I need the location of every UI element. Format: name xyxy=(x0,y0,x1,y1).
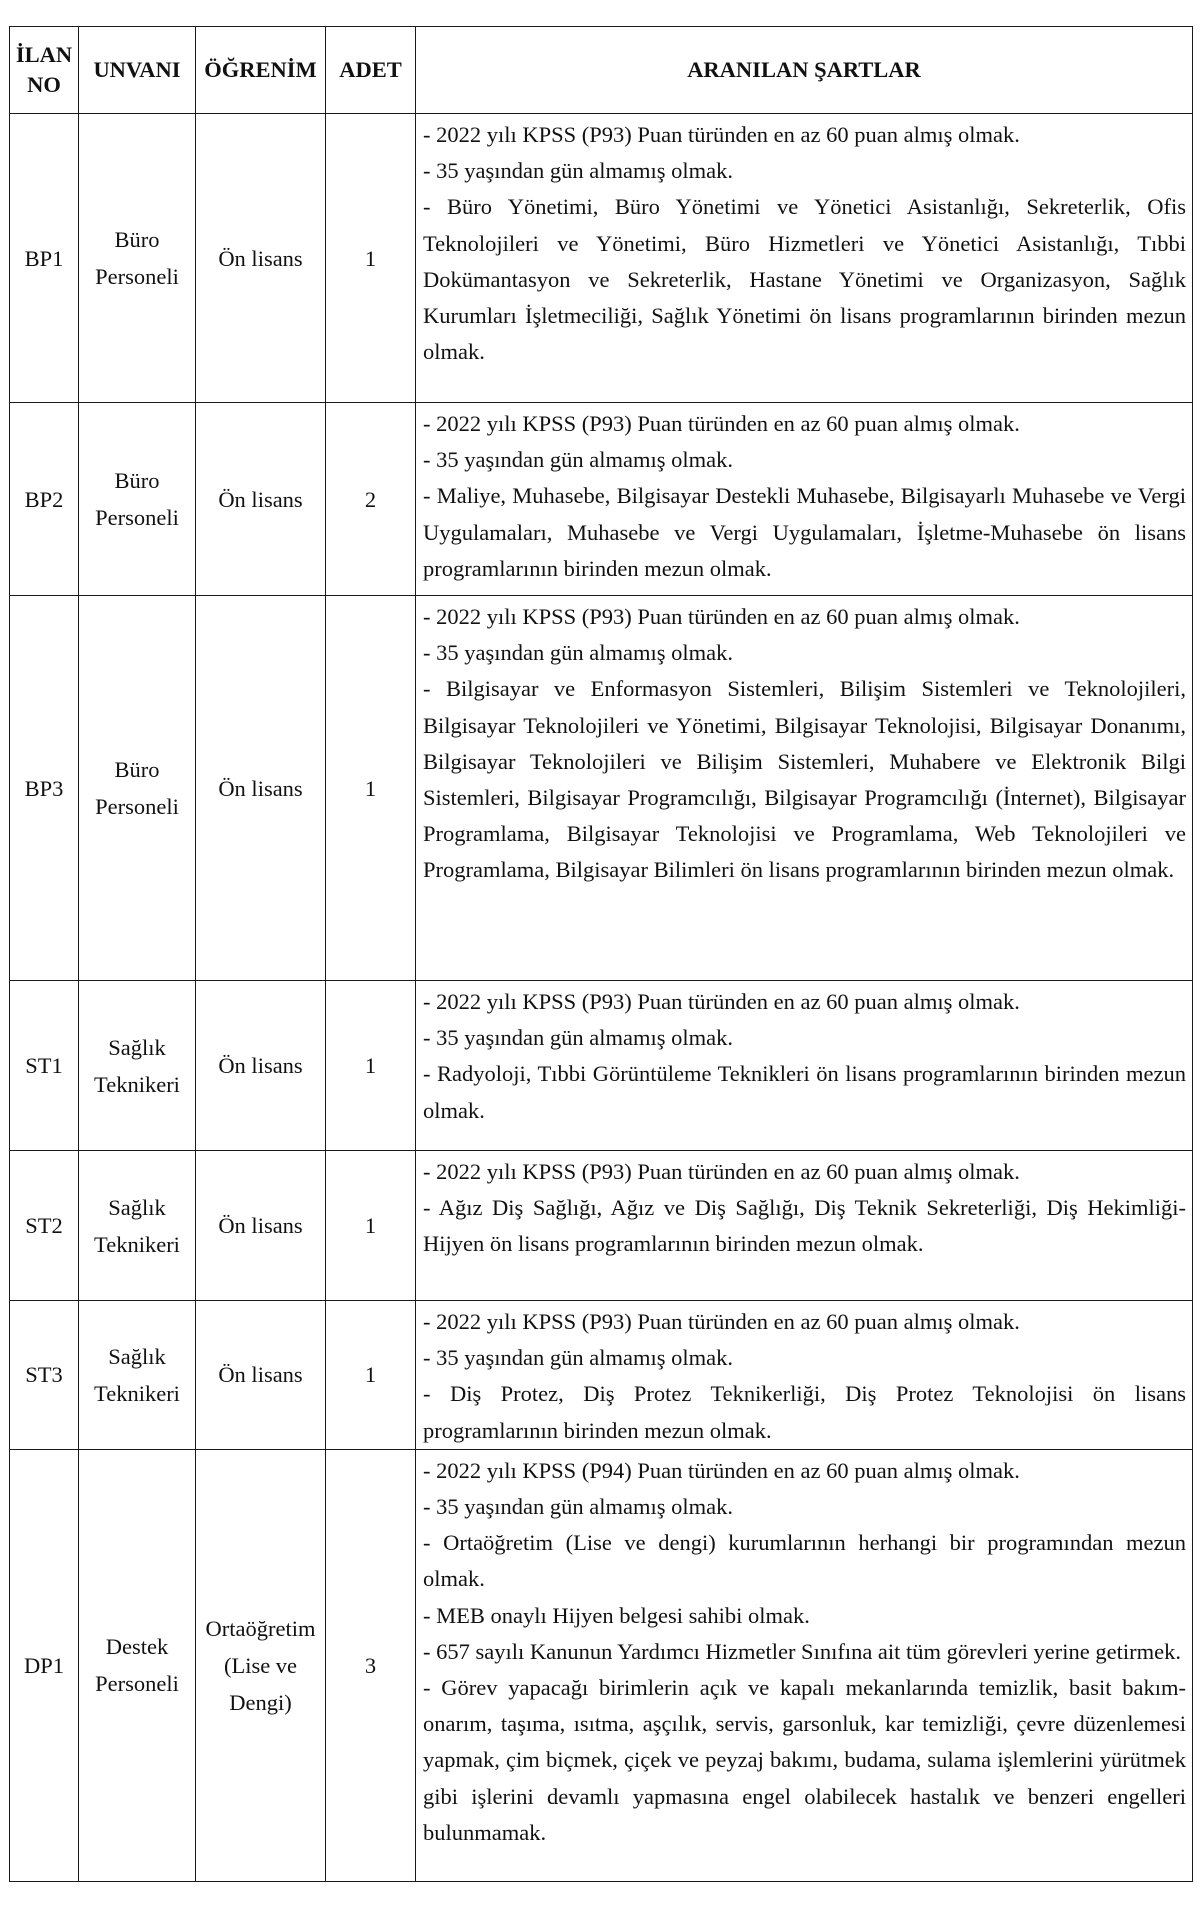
requirement-item: - Maliye, Muhasebe, Bilgisayar Destekli Muhasebe, Bilgisayarlı Muhasebe ve Vergi Uygulamaları, Muhasebe ve Vergi Uygulamaları, İşletme-Muhasebe ön lisans programlarının birinden mezun olmak. xyxy=(423,483,1186,581)
table-row xyxy=(10,1151,1193,1301)
cell-unvani: Destek Personeli xyxy=(79,1449,196,1881)
requirement-item: - 35 yaşından gün almamış olmak. xyxy=(423,447,733,473)
cell-adet: 3 xyxy=(326,1449,416,1881)
cell-ilan-no: BP2 xyxy=(10,403,79,596)
requirement-item: - Ağız Diş Sağlığı, Ağız ve Diş Sağlığı, Diş Teknik Sekreterliği, Diş Hekimliği-Hijyen ön lisans programlarının birinden mezun olmak. xyxy=(423,1195,1186,1257)
requirement-item: - Görev yapacağı birimlerin açık ve kapalı mekanlarında temizlik, basit bakım-onarım, taşıma, ısıtma, aşçılık, servis, garsonluk, kar temizliği, çevre düzenlemesi yapmak, çim biçmek, çiçek ve peyzaj bakımı, budama, sulama işlemlerini yürütmek gibi işlerini devamlı yapmasına engel olabilecek hastalık ve benzeri engelleri bulunmamak. xyxy=(423,1675,1186,1845)
cell-ilan-no: ST3 xyxy=(10,1301,79,1450)
cell-ogrenim: Ön lisans xyxy=(196,403,326,596)
requirement-item: - Büro Yönetimi, Büro Yönetimi ve Yönetici Asistanlığı, Sekreterlik, Ofis Teknolojileri ve Yönetimi, Büro Hizmetleri ve Yönetici Asistanlığı, Tıbbi Dokümantasyon ve Sekreterlik, Hastane Yönetimi ve Organizasyon, Sağlık Kurumları İşletmeciliği, Sağlık Yönetimi ön lisans programlarının birinden mezun olmak. xyxy=(423,194,1186,365)
requirement-item: - Ortaöğretim (Lise ve dengi) kurumlarının herhangi bir programından mezun olmak. xyxy=(423,1530,1186,1592)
requirement-item: - 2022 yılı KPSS (P93) Puan türünden en az 60 puan almış olmak. xyxy=(423,1309,1020,1334)
requirement-item: - 35 yaşından gün almamış olmak. xyxy=(423,1025,733,1051)
cell-aranilan-sartlar xyxy=(416,114,1193,403)
cell-aranilan-sartlar xyxy=(416,1301,1193,1450)
header-row xyxy=(10,27,1193,114)
cell-unvani: Sağlık Teknikeri xyxy=(79,1151,196,1301)
requirement-item: - 657 sayılı Kanunun Yardımcı Hizmetler Sınıfına ait tüm görevleri yerine getirmek. xyxy=(423,1638,1181,1664)
requirement-item: - 2022 yılı KPSS (P93) Puan türünden en az 60 puan almış olmak. xyxy=(423,122,1020,147)
header-ogrenim: ÖĞRENİM xyxy=(196,27,326,114)
table-header xyxy=(10,27,1193,114)
cell-aranilan-sartlar xyxy=(416,1449,1193,1881)
header-adet: ADET xyxy=(326,27,416,114)
cell-ogrenim: Ön lisans xyxy=(196,114,326,403)
cell-aranilan-sartlar xyxy=(416,596,1193,981)
cell-unvani: Sağlık Teknikeri xyxy=(79,981,196,1151)
table-row xyxy=(10,981,1193,1151)
cell-unvani: Büro Personeli xyxy=(79,596,196,981)
cell-ilan-no: ST2 xyxy=(10,1151,79,1301)
cell-aranilan-sartlar xyxy=(416,981,1193,1151)
requirement-item: - MEB onaylı Hijyen belgesi sahibi olmak. xyxy=(423,1602,810,1628)
requirement-item: - 2022 yılı KPSS (P93) Puan türünden en az 60 puan almış olmak. xyxy=(423,411,1020,436)
cell-adet: 2 xyxy=(326,403,416,596)
cell-adet: 1 xyxy=(326,1151,416,1301)
cell-ogrenim: Ön lisans xyxy=(196,596,326,981)
cell-ogrenim: Ön lisans xyxy=(196,981,326,1151)
requirement-item: - 2022 yılı KPSS (P93) Puan türünden en az 60 puan almış olmak. xyxy=(423,989,1020,1014)
cell-ilan-no: BP3 xyxy=(10,596,79,981)
cell-ilan-no: DP1 xyxy=(10,1449,79,1881)
cell-unvani: Büro Personeli xyxy=(79,114,196,403)
requirement-item: - Radyoloji, Tıbbi Görüntüleme Teknikleri ön lisans programlarının birinden mezun olmak. xyxy=(423,1061,1186,1123)
table-row xyxy=(10,403,1193,596)
header-aranilan-sartlar: ARANILAN ŞARTLAR xyxy=(416,27,1193,114)
cell-adet: 1 xyxy=(326,1301,416,1450)
cell-adet: 1 xyxy=(326,114,416,403)
table-row xyxy=(10,596,1193,981)
cell-adet: 1 xyxy=(326,981,416,1151)
header-unvani: UNVANI xyxy=(79,27,196,114)
requirement-item: - 2022 yılı KPSS (P93) Puan türünden en az 60 puan almış olmak. xyxy=(423,604,1020,629)
requirement-item: - Diş Protez, Diş Protez Teknikerliği, Diş Protez Teknolojisi ön lisans programlarının birinden mezun olmak. xyxy=(423,1381,1186,1443)
cell-aranilan-sartlar xyxy=(416,403,1193,596)
cell-unvani: Sağlık Teknikeri xyxy=(79,1301,196,1450)
requirement-item: - 35 yaşından gün almamış olmak. xyxy=(423,1345,733,1371)
cell-unvani: Büro Personeli xyxy=(79,403,196,596)
requirement-item: - 35 yaşından gün almamış olmak. xyxy=(423,158,733,184)
cell-adet: 1 xyxy=(326,596,416,981)
table-row xyxy=(10,114,1193,403)
requirement-item: - 35 yaşından gün almamış olmak. xyxy=(423,640,733,666)
cell-aranilan-sartlar xyxy=(416,1151,1193,1301)
job-listing-table xyxy=(9,26,1193,1882)
requirement-item: - 2022 yılı KPSS (P94) Puan türünden en az 60 puan almış olmak. xyxy=(423,1457,1020,1483)
table-row xyxy=(10,1301,1193,1450)
requirement-item: - Bilgisayar ve Enformasyon Sistemleri, Bilişim Sistemleri ve Teknolojileri, Bilgisayar Teknolojileri ve Yönetimi, Bilgisayar Teknolojisi, Bilgisayar Donanımı, Bilgisayar Teknolojileri ve Bilişim Sistemleri, Muhabere ve Elektronik Bilgi Sistemleri, Bilgisayar Programcılığı, Bilgisayar Programcılığı (İnternet), Bilgisayar Programlama, Bilgisayar Teknolojisi ve Programlama, Web Teknolojileri ve Programlama, Bilgisayar Bilimleri ön lisans programlarının birinden mezun olmak. xyxy=(423,676,1186,883)
requirement-item: - 35 yaşından gün almamış olmak. xyxy=(423,1494,733,1520)
cell-ogrenim: Ön lisans xyxy=(196,1301,326,1450)
requirement-item: - 2022 yılı KPSS (P93) Puan türünden en az 60 puan almış olmak. xyxy=(423,1159,1020,1184)
cell-ilan-no: BP1 xyxy=(10,114,79,403)
cell-ogrenim: Ortaöğretim (Lise ve Dengi) xyxy=(196,1449,326,1881)
cell-ilan-no: ST1 xyxy=(10,981,79,1151)
cell-ogrenim: Ön lisans xyxy=(196,1151,326,1301)
header-ilan-no: İLAN NO xyxy=(10,27,79,114)
table-row xyxy=(10,1449,1193,1881)
table-body xyxy=(10,114,1193,1882)
